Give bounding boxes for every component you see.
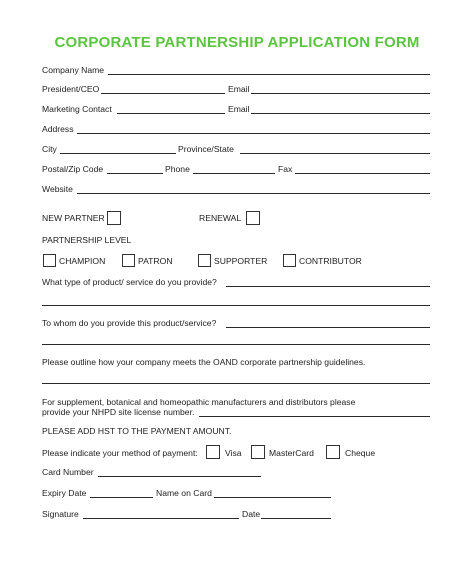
marketing-contact-label: Marketing Contact (42, 104, 112, 114)
supporter-label: SUPPORTER (214, 256, 268, 266)
address-field[interactable] (77, 133, 430, 134)
province-state-field[interactable] (240, 153, 430, 154)
company-name-label: Company Name (42, 65, 105, 75)
president-field[interactable] (101, 93, 225, 94)
patron-label: PATRON (138, 256, 173, 266)
patron-checkbox[interactable] (122, 254, 135, 267)
product-answer-line-2[interactable] (42, 305, 430, 306)
president-label: President/CEO (42, 84, 100, 94)
company-name-field[interactable] (108, 74, 430, 75)
cheque-label: Cheque (345, 448, 376, 458)
champion-label: CHAMPION (59, 256, 106, 266)
signature-field[interactable] (83, 518, 239, 519)
city-field[interactable] (60, 153, 176, 154)
supporter-checkbox[interactable] (198, 254, 211, 267)
mastercard-checkbox[interactable] (251, 445, 265, 459)
guidelines-question-label: Please outline how your company meets the OAND corporate partnership guidelines. (42, 357, 366, 367)
card-number-label: Card Number (42, 467, 94, 477)
nhpd-answer-line[interactable] (199, 416, 430, 417)
date-label: Date (242, 509, 261, 519)
whom-question-label: To whom do you provide this product/service? (42, 318, 217, 328)
phone-field[interactable] (193, 173, 275, 174)
hst-notice: PLEASE ADD HST TO THE PAYMENT AMOUNT. (42, 426, 232, 436)
renewal-checkbox[interactable] (246, 211, 260, 225)
contributor-label: CONTRIBUTOR (299, 256, 362, 266)
fax-label: Fax (278, 164, 293, 174)
product-question-label: What type of product/ service do you provide? (42, 277, 217, 287)
cheque-checkbox[interactable] (326, 445, 340, 459)
email-2-field[interactable] (251, 113, 430, 114)
champion-checkbox[interactable] (43, 254, 56, 267)
phone-label: Phone (165, 164, 190, 174)
address-label: Address (42, 124, 74, 134)
form-title: CORPORATE PARTNERSHIP APPLICATION FORM (54, 34, 420, 51)
expiry-date-label: Expiry Date (42, 488, 87, 498)
date-field[interactable] (261, 518, 331, 519)
province-state-label: Province/State (178, 144, 234, 154)
signature-label: Signature (42, 509, 79, 519)
email-1-label: Email (228, 84, 250, 94)
card-number-field[interactable] (98, 476, 261, 477)
contributor-checkbox[interactable] (283, 254, 296, 267)
whom-answer-line-1[interactable] (226, 327, 430, 328)
partnership-level-label: PARTNERSHIP LEVEL (42, 235, 132, 245)
postal-zip-field[interactable] (107, 173, 163, 174)
new-partner-checkbox[interactable] (107, 211, 121, 225)
nhpd-question-line-2: provide your NHPD site license number. (42, 407, 195, 417)
visa-label: Visa (225, 448, 242, 458)
website-field[interactable] (77, 193, 430, 194)
postal-zip-label: Postal/Zip Code (42, 164, 104, 174)
name-on-card-label: Name on Card (156, 488, 212, 498)
fax-field[interactable] (295, 173, 430, 174)
payment-method-label: Please indicate your method of payment: (42, 448, 198, 458)
mastercard-label: MasterCard (269, 448, 314, 458)
expiry-date-field[interactable] (90, 497, 153, 498)
marketing-contact-field[interactable] (117, 113, 225, 114)
email-2-label: Email (228, 104, 250, 114)
visa-checkbox[interactable] (206, 445, 220, 459)
email-1-field[interactable] (251, 93, 430, 94)
guidelines-answer-line[interactable] (42, 383, 430, 384)
name-on-card-field[interactable] (214, 497, 331, 498)
renewal-label: RENEWAL (199, 213, 242, 223)
new-partner-label: NEW PARTNER (42, 213, 105, 223)
website-label: Website (42, 184, 73, 194)
whom-answer-line-2[interactable] (42, 344, 430, 345)
city-label: City (42, 144, 57, 154)
product-answer-line-1[interactable] (226, 286, 430, 287)
nhpd-question-line-1: For supplement, botanical and homeopathic manufacturers and distributors please (42, 397, 356, 407)
